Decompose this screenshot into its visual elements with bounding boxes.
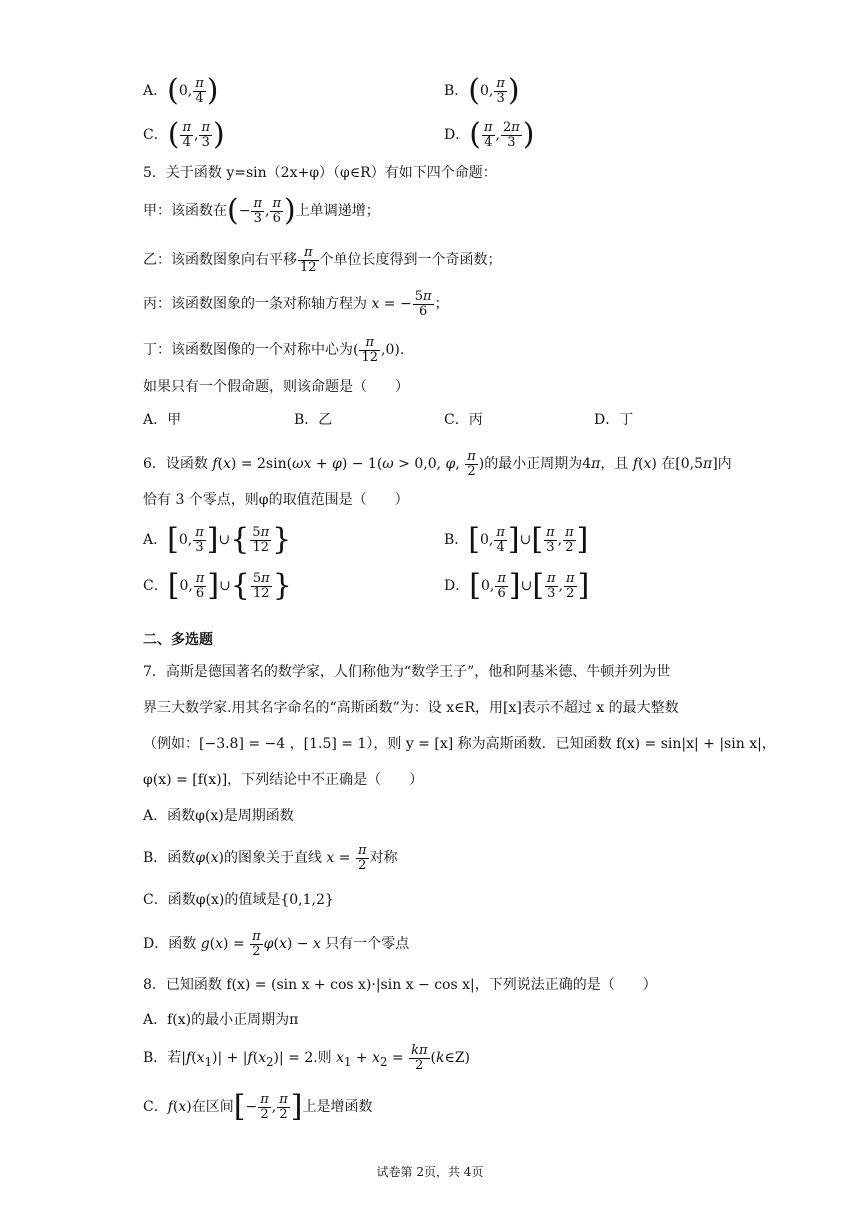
option-letter: C． — [143, 578, 168, 594]
q7-option-b: B．函数φ(x)的图象关于直线 x = $\frac{\pi}{2}$ 对称 — [143, 843, 398, 873]
q5-option-c: C．丙 — [444, 412, 483, 428]
q4-option-c: C．( $\frac{\pi}{4}$ , $\frac{\pi}{3}$ ) — [143, 117, 225, 152]
q7-line2: 界三大数学家.用其名字命名的“高斯函数”为：设 x∈R，用[x]表示不超过 x 的最大整数 — [143, 700, 679, 716]
q5-statement-ding: 丁：该函数图像的一个对称中心为( $\frac{\pi}{12}$ ,0). — [143, 335, 405, 365]
q8-option-b: B．若$|f(x_1)| + |f(x_2)| = 2$.则 $x_1 + x_2$ = $\frac{k\pi}{2}$ (k∈Z) — [143, 1043, 471, 1073]
q4-option-b: B．(0, $\frac{\pi}{3}$ ) — [444, 73, 520, 108]
q4-option-d: D．( $\frac{\pi}{4}$ , $\frac{2\pi}{3}$ ) — [444, 117, 535, 152]
q7-line3: （例如：[−3.8] = −4 ，[1.5] = 1），则 y = [x] 称为高斯函数．已知函数 f(x) = sin|x| + |sin x|， — [143, 736, 776, 752]
q7-option-a: A．函数φ(x)是周期函数 — [143, 808, 294, 824]
q6-option-a: A．[0, $\frac{\pi}{3}$ ]∪{ $\frac{5\pi}{12}$ } — [143, 522, 292, 557]
q5-stem: 5．关于函数 y=sin（2x+φ）（φ∈R）有如下四个命题： — [143, 165, 497, 181]
option-letter: B． — [444, 83, 469, 99]
q8-option-a: A．f(x)的最小正周期为π — [143, 1012, 299, 1028]
q6-option-c: C．[0, $\frac{\pi}{6}$ ]∪{ $\frac{5\pi}{12}$ } — [143, 568, 292, 603]
q5-option-d: D．丁 — [594, 412, 634, 428]
q5-statement-yi: 乙：该函数图象向右平移 $\frac{\pi}{12}$ 个单位长度得到一个奇函数； — [143, 245, 502, 275]
q5-statement-bing: 丙：该函数图象的一条对称轴方程为 x = − $\frac{5\pi}{6}$ ； — [143, 289, 449, 319]
q8-option-c: C．f(x)在区间[− $\frac{\pi}{2}$ , $\frac{\pi}{2}$ ]上是增函数 — [143, 1089, 373, 1124]
q6-line1: 6．设函数 f(x) = 2sin(ωx + φ) − 1(ω > 0,0, φ, $\frac{\pi}{2}$ )的最小正周期为4π，且 f(x) 在[0,5π]内 — [143, 449, 732, 479]
q5-statement-jia: 甲：该函数在(− $\frac{\pi}{3}$ , $\frac{\pi}{6}$ )上单调递增； — [143, 193, 380, 228]
q5-option-a: A．甲 — [143, 412, 182, 428]
q8-stem: 8．已知函数 f(x) = (sin x + cos x)·|sin x − cos x|，下列说法正确的是（ ） — [143, 977, 657, 993]
option-letter: C． — [143, 127, 168, 143]
q7-line1: 7．高斯是德国著名的数学家，人们称他为“数学王子”，他和阿基米德、牛顿并列为世 — [143, 664, 671, 680]
option-letter: A． — [143, 532, 168, 548]
q5-option-b: B．乙 — [294, 412, 333, 428]
page-footer: 试卷第 2页，共 4页 — [376, 1165, 484, 1179]
q6-option-d: D．[0, $\frac{\pi}{6}$ ]∪[ $\frac{\pi}{3}$ , $\frac{\pi}{2}$ ] — [444, 568, 590, 603]
q4-option-a: A．(0, $\frac{\pi}{4}$ ) — [143, 73, 219, 108]
option-letter: B． — [444, 532, 469, 548]
q6-line2: 恰有 3 个零点，则φ的取值范围是（ ） — [143, 492, 409, 508]
option-letter: A． — [143, 83, 168, 99]
option-letter: D． — [444, 127, 470, 143]
q7-line4: φ(x) = [f(x)]，下列结论中不正确是（ ） — [143, 772, 424, 788]
q5-question: 如果只有一个假命题，则该命题是（ ） — [143, 379, 409, 395]
q7-option-d: D．函数 g(x) = $\frac{\pi}{2}$ φ(x) − x 只有一个零点 — [143, 929, 410, 959]
q7-option-c: C．函数φ(x)的值域是{0,1,2} — [143, 892, 334, 908]
option-letter: D． — [444, 578, 470, 594]
section-heading: 二、多选题 — [143, 632, 213, 648]
q6-option-b: B．[0, $\frac{\pi}{4}$ ]∪[ $\frac{\pi}{3}$ , $\frac{\pi}{2}$ ] — [444, 522, 589, 557]
